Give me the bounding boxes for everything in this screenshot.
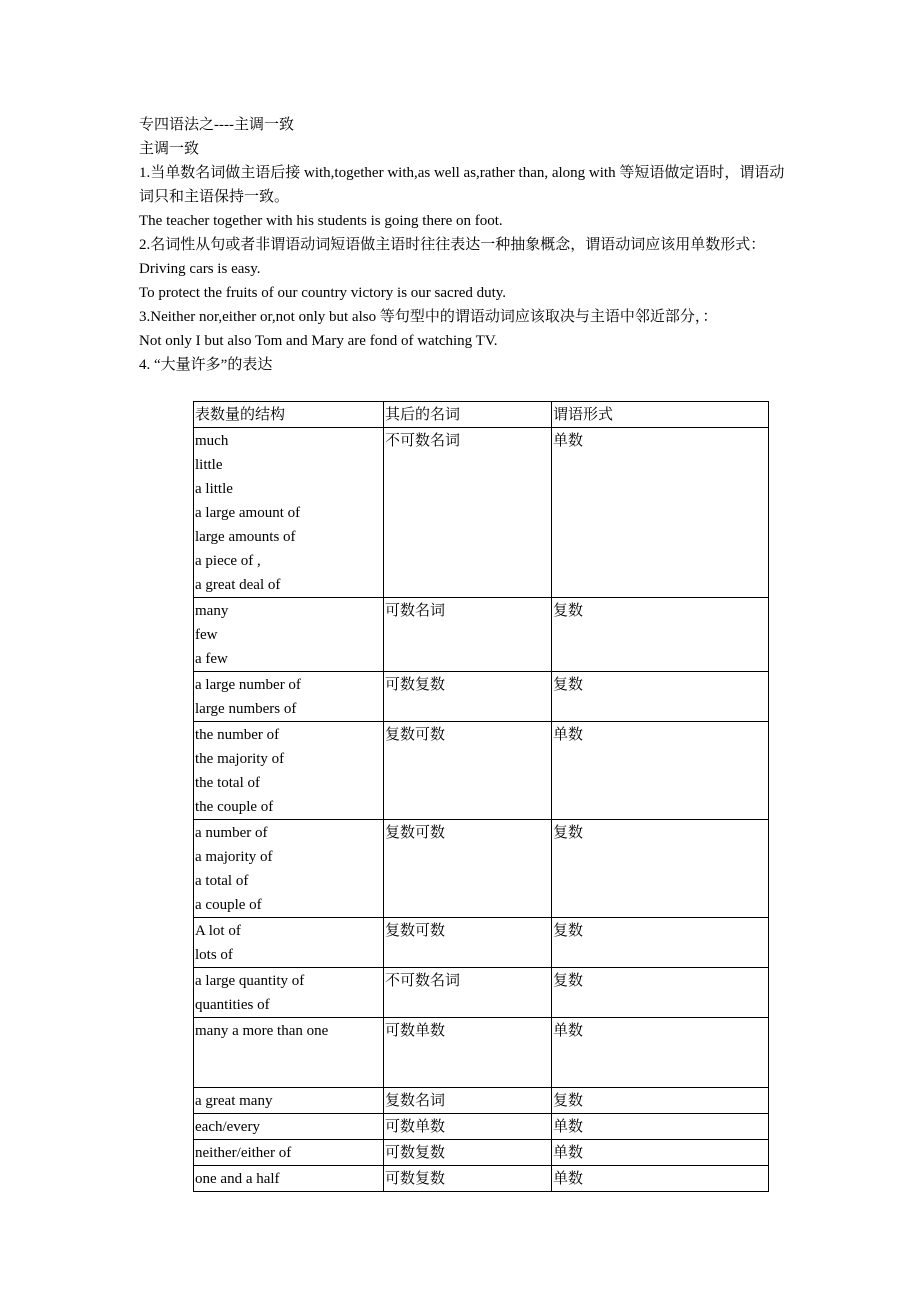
noun-cell: 可数复数 (384, 1140, 552, 1166)
structure-item: little (195, 457, 223, 473)
example-3: Not only I but also Tom and Mary are fond of watching TV. (139, 333, 498, 349)
structure-cell (194, 1140, 384, 1166)
structure-item: a piece of , (195, 553, 261, 569)
structure-cell (194, 1018, 384, 1088)
structure-item: a large amount of (195, 505, 301, 521)
structure-cell (194, 722, 384, 820)
verb-cell: 复数 (552, 918, 769, 968)
structure-item: much (195, 433, 229, 449)
structure-cell (194, 820, 384, 918)
table-row (194, 1088, 769, 1114)
structure-cell (194, 1166, 384, 1192)
verb-cell: 复数 (552, 598, 769, 672)
noun-cell: 不可数名词 (384, 968, 552, 1018)
structure-item: a number of (195, 825, 268, 841)
structure-item: the number of (195, 727, 280, 743)
structure-item: a couple of (195, 897, 262, 913)
structure-item: one and a half (195, 1171, 280, 1187)
noun-cell: 可数单数 (384, 1018, 552, 1088)
rule-2: 2.名词性从句或者非谓语动词短语做主语时往往表达一种抽象概念，谓语动词应该用单数形式： (139, 237, 766, 253)
verb-cell: 单数 (552, 1018, 769, 1088)
doc-subtitle: 主调一致 (139, 141, 200, 157)
structure-item: each/every (195, 1119, 260, 1135)
noun-cell: 可数名词 (384, 598, 552, 672)
table-row (194, 722, 769, 820)
structure-item: few (195, 627, 218, 643)
header-structure: 表数量的结构 (194, 402, 384, 428)
noun-cell: 可数单数 (384, 1114, 552, 1140)
structure-cell (194, 1114, 384, 1140)
header-verb: 谓语形式 (552, 402, 769, 428)
verb-cell: 单数 (552, 1166, 769, 1192)
structure-item: many (195, 603, 229, 619)
noun-cell: 不可数名词 (384, 428, 552, 598)
structure-item: A lot of (195, 923, 241, 939)
table-row (194, 820, 769, 918)
example-2b: To protect the fruits of our country victory is our sacred duty. (139, 285, 507, 301)
structure-item: a large number of (195, 677, 301, 693)
verb-cell: 单数 (552, 428, 769, 598)
table-row (194, 598, 769, 672)
structure-item: lots of (195, 947, 233, 963)
noun-cell: 可数复数 (384, 1166, 552, 1192)
structure-item: the total of (195, 775, 260, 791)
table-row (194, 672, 769, 722)
table-row (194, 918, 769, 968)
structure-item: large amounts of (195, 529, 296, 545)
verb-cell: 单数 (552, 1140, 769, 1166)
verb-cell: 复数 (552, 1088, 769, 1114)
structure-item: a total of (195, 873, 249, 889)
noun-cell: 可数复数 (384, 672, 552, 722)
table-row (194, 968, 769, 1018)
verb-cell: 单数 (552, 722, 769, 820)
structure-item: a great deal of (195, 577, 281, 593)
structure-cell (194, 598, 384, 672)
structure-cell (194, 968, 384, 1018)
example-2a: Driving cars is easy. (139, 261, 261, 277)
noun-cell: 复数可数 (384, 918, 552, 968)
rule-4: 4. “大量许多”的表达 (139, 357, 273, 373)
structure-cell (194, 1088, 384, 1114)
verb-cell: 复数 (552, 672, 769, 722)
table-row (194, 428, 769, 598)
verb-cell: 复数 (552, 820, 769, 918)
structure-item: a great many (195, 1093, 273, 1109)
example-1: The teacher together with his students is going there on foot. (139, 213, 503, 229)
structure-item: neither/either of (195, 1145, 292, 1161)
table-row (194, 1166, 769, 1192)
structure-item: large numbers of (195, 701, 297, 717)
rule-3: 3.Neither nor,either or,not only but also 等句型中的谓语动词应该取决与主语中邻近部分，： (139, 309, 718, 325)
structure-cell (194, 672, 384, 722)
structure-cell (194, 918, 384, 968)
rule-1: 1.当单数名词做主语后接 with,together with,as well as,rather than, along with 等短语做定语时，谓语动词只和主语保持一致。 (139, 165, 785, 205)
document-body (139, 113, 789, 377)
verb-cell: 复数 (552, 968, 769, 1018)
table-row (194, 1140, 769, 1166)
table-header-row (194, 402, 769, 428)
structure-item: a large quantity of (195, 973, 305, 989)
structure-item: quantities of (195, 997, 270, 1013)
verb-cell: 单数 (552, 1114, 769, 1140)
table-row (194, 1018, 769, 1088)
noun-cell: 复数名词 (384, 1088, 552, 1114)
noun-cell: 复数可数 (384, 820, 552, 918)
structure-item: a few (195, 651, 228, 667)
header-noun: 其后的名词 (384, 402, 552, 428)
structure-item: the majority of (195, 751, 285, 767)
doc-title: 专四语法之----主调一致 (139, 117, 294, 133)
structure-item: many a more than one (195, 1023, 329, 1039)
structure-item: a little (195, 481, 233, 497)
structure-item: the couple of (195, 799, 274, 815)
structure-cell (194, 428, 384, 598)
noun-cell: 复数可数 (384, 722, 552, 820)
structure-item: a majority of (195, 849, 273, 865)
table-row (194, 1114, 769, 1140)
quantity-expression-table (193, 401, 769, 1192)
